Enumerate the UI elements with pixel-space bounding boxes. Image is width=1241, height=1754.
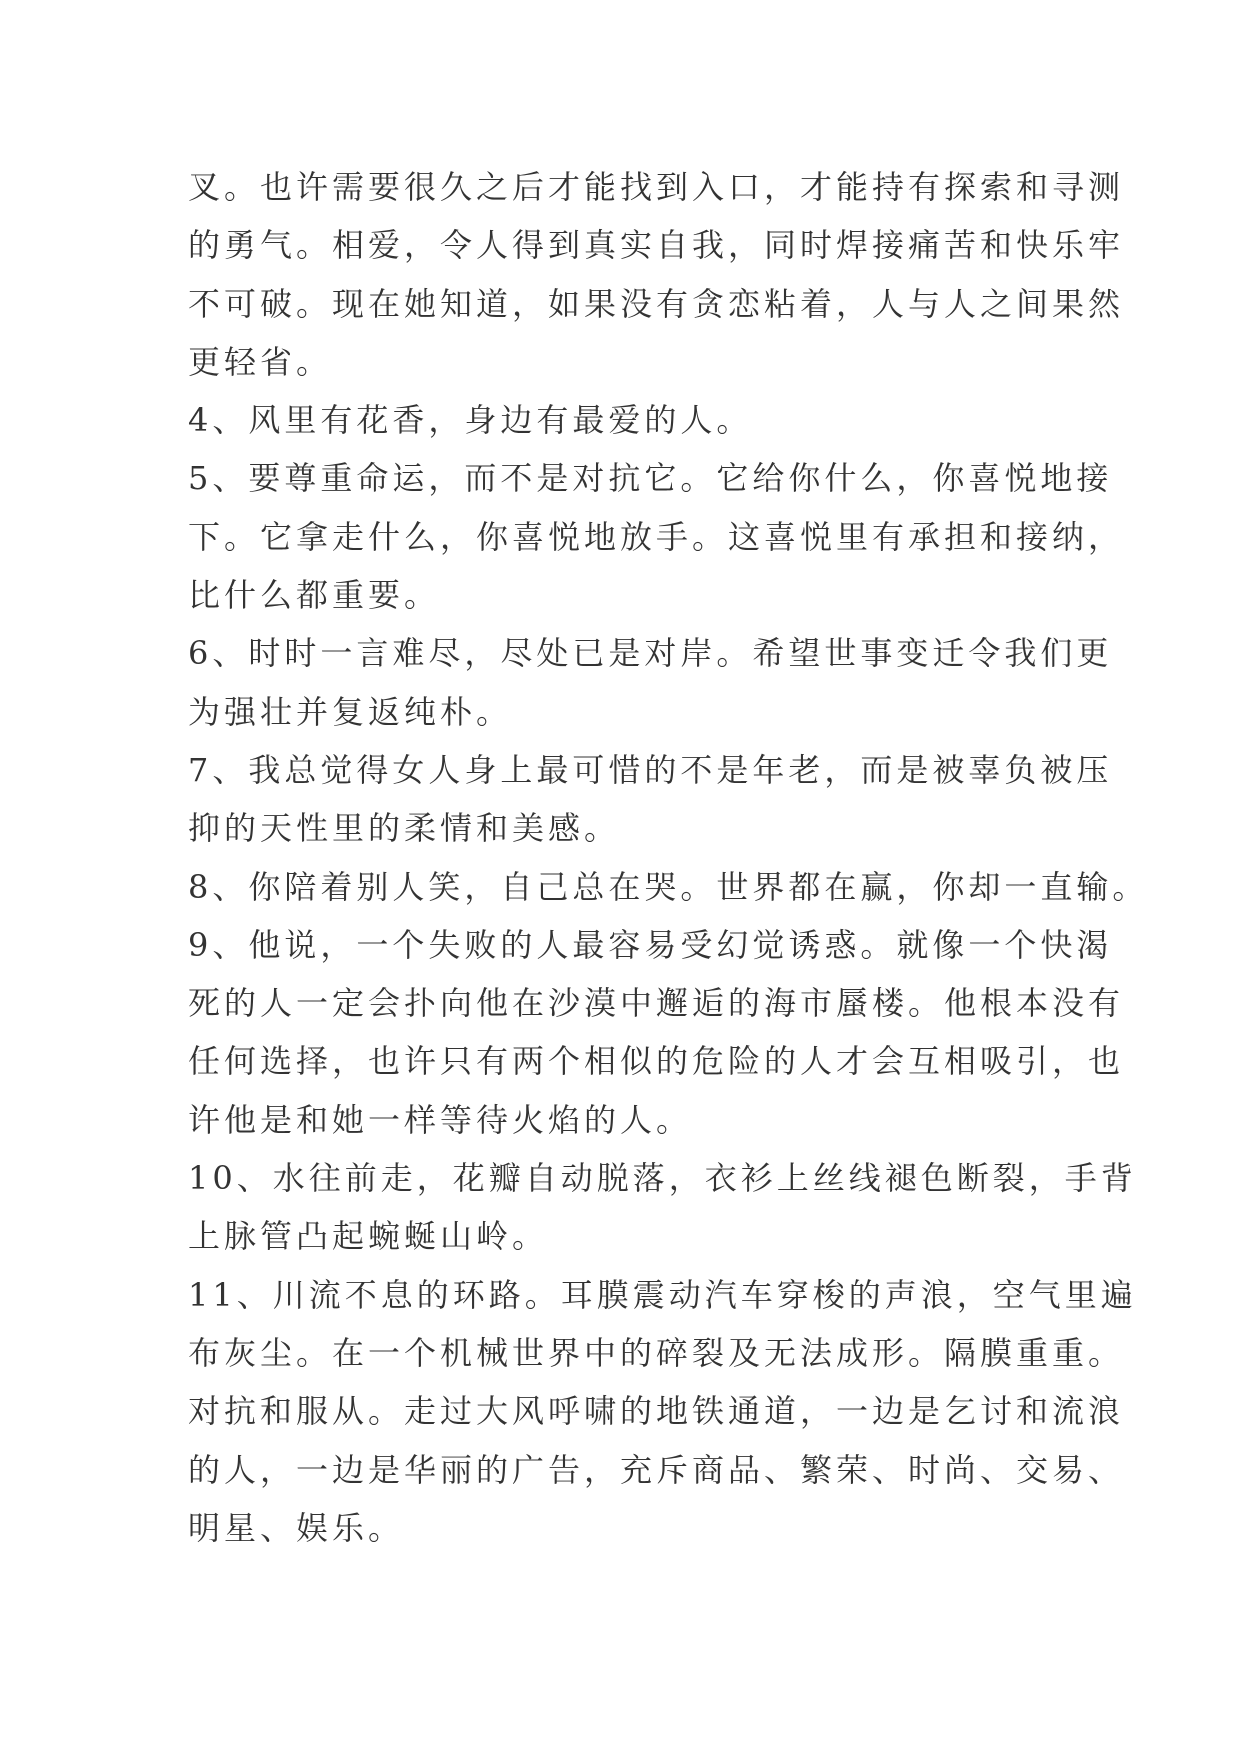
text-line: 5、要尊重命运，而不是对抗它。它给你什么，你喜悦地接 [188,459,1113,498]
text-line: 的人，一边是华丽的广告，充斥商品、繁荣、时尚、交易、 [188,1450,1125,1489]
text-line: 更轻省。 [188,342,333,381]
text-line: 7、我总觉得女人身上最可惜的不是年老，而是被辜负被压 [188,750,1113,789]
text-line: 为强壮并复返纯朴。 [188,692,513,731]
text-line: 的勇气。相爱，令人得到真实自我，同时焊接痛苦和快乐牢 [188,226,1125,265]
text-line: 任何选择，也许只有两个相似的危险的人才会互相吸引，也 [188,1042,1125,1081]
text-line: 抑的天性里的柔情和美感。 [188,809,621,848]
text-line: 许他是和她一样等待火焰的人。 [188,1100,693,1139]
text-line: 对抗和服从。走过大风呼啸的地铁通道，一边是乞讨和流浪 [188,1392,1125,1431]
text-line: 上脉管凸起蜿蜒山岭。 [188,1217,549,1256]
text-line: 比什么都重要。 [188,576,441,615]
text-line: 死的人一定会扑向他在沙漠中邂逅的海市蜃楼。他根本没有 [188,984,1125,1023]
text-line: 10、水往前走，花瓣自动脱落，衣衫上丝线褪色断裂，手背 [188,1159,1137,1198]
text-line: 11、川流不息的环路。耳膜震动汽车穿梭的声浪，空气里遍 [188,1275,1137,1314]
text-line: 8、你陪着别人笑，自己总在哭。世界都在赢，你却一直输。 [188,867,1149,906]
text-line: 下。它拿走什么，你喜悦地放手。这喜悦里有承担和接纳， [188,517,1125,556]
text-line: 叉。也许需要很久之后才能找到入口，才能持有探索和寻测 [188,168,1125,206]
text-line: 明星、娱乐。 [188,1508,405,1547]
text-line: 不可破。现在她知道，如果没有贪恋粘着，人与人之间果然 [188,284,1125,323]
text-line: 6、时时一言难尽，尽处已是对岸。希望世事变迁令我们更 [188,634,1113,673]
body-text [188,158,1149,1557]
text-line: 9、他说，一个失败的人最容易受幻觉诱惑。就像一个快渴 [188,925,1113,964]
text-line: 4、风里有花香，身边有最爱的人。 [188,401,753,440]
text-line: 布灰尘。在一个机械世界中的碎裂及无法成形。隔膜重重。 [188,1333,1125,1372]
